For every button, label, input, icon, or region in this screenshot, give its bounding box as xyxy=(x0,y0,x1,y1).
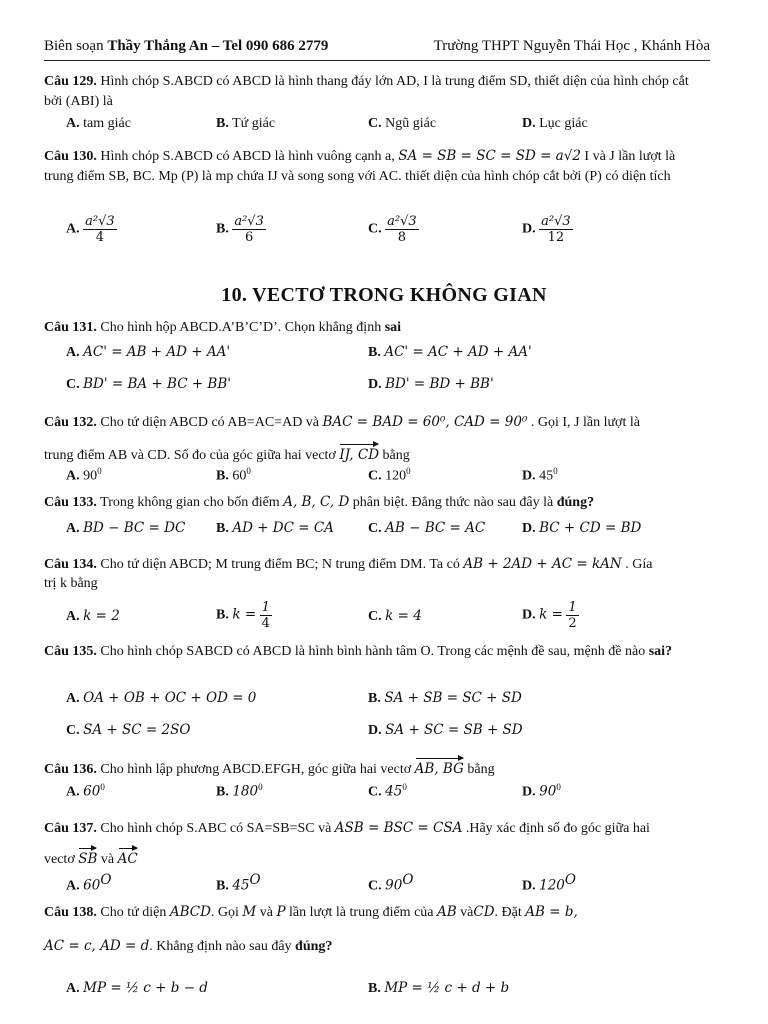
option-a: A. $60^0$ xyxy=(66,782,105,800)
question-138-line2: AC = c, AD = d. Khẳng định nào sau đây đúng? xyxy=(44,938,333,954)
option-d: D. $120^O$ xyxy=(522,872,576,894)
options-134 xyxy=(44,600,768,640)
question-number: Câu 134. xyxy=(44,557,97,572)
math-expression: BAC = BAD = 60⁰, CAD = 90⁰ xyxy=(322,414,528,430)
option-d: D. SA + SC = SB + SD xyxy=(368,722,523,738)
option-a: A. k = 2 xyxy=(66,608,120,624)
option-a: A. BD − BC = DC xyxy=(66,520,186,536)
header-author-name: Thầy Thắng An – Tel xyxy=(107,38,243,54)
question-number: Câu 129. xyxy=(44,74,97,89)
option-d: D. $90^0$ xyxy=(522,782,561,800)
page-header xyxy=(44,38,710,60)
question-number: Câu 135. xyxy=(44,644,97,659)
question-135: Câu 135. Cho hình chóp SABCD có ABCD là hình bình hành tâm O. Trong các mệnh đề sau, mệnh đề nào sai? xyxy=(44,644,673,659)
question-emphasis: đúng? xyxy=(295,939,333,954)
option-c: C. $90^O$ xyxy=(368,872,414,894)
question-text: Cho hình hộp ABCD.A’B’C’D’. Chọn khẳng định xyxy=(100,320,382,335)
math-expression: ASB = BSC = CSA xyxy=(334,820,463,836)
question-text: Cho tứ diện ABCD có AB=AC=AD và xyxy=(100,415,320,430)
question-131 xyxy=(44,318,708,338)
question-text: Hình chóp S.ABCD có ABCD là hình thang đáy lớn AD, I là trung điểm SD, thiết diện của hình chóp cắt bởi (ABI) là xyxy=(44,74,689,109)
option-c: C. BD' = BA + BC + BB' xyxy=(66,376,231,392)
option-b: B. AC' = AC + AD + AA' xyxy=(368,344,532,360)
option-b: B. $180^0$ xyxy=(216,782,263,800)
question-text-cont: I và J lần lượt là trung điểm SB, BC. Mp (P) là mp chứa IJ và song song với AC. thiết diện của hình chóp cắt bởi (P) có diện tích xyxy=(44,149,676,184)
question-132-line2: trung điểm AB và CD. Số đo của góc giữa hai vectơ IJ, CD bằng xyxy=(44,442,708,466)
header-divider xyxy=(44,60,710,61)
vector: AC xyxy=(118,846,138,869)
math-expression: AB + 2AD + AC = kAN xyxy=(463,556,622,572)
option-b: B. AD + DC = CA xyxy=(216,520,334,536)
question-number: Câu 137. xyxy=(44,821,97,836)
question-number: Câu 138. xyxy=(44,905,97,920)
question-137: Câu 137. Cho hình chóp S.ABC có SA=SB=SC và ASB = BSC = CSA .Hãy xác định số đo góc giữa hai xyxy=(44,820,650,836)
math-definition: AB = b, xyxy=(525,904,578,920)
options-135-ab xyxy=(44,690,768,712)
options-137 xyxy=(44,872,768,894)
options-132 xyxy=(44,466,768,488)
option-d: D. $45^0$ xyxy=(522,466,558,484)
option-c: C. SA + SC = 2SO xyxy=(66,722,191,738)
option-a: A. MP = ½ c + b − d xyxy=(66,980,208,996)
vector-pair: AB, BG xyxy=(415,756,464,779)
header-phone: 090 686 2779 xyxy=(245,38,329,54)
question-text: Hình chóp S.ABCD có ABCD là hình vuông cạnh a, xyxy=(100,149,395,164)
options-130 xyxy=(44,214,768,258)
option-b: B. MP = ½ c + d + b xyxy=(368,980,510,996)
header-author xyxy=(44,38,328,60)
question-emphasis: sai xyxy=(384,320,402,335)
question-130 xyxy=(44,146,708,187)
options-129 xyxy=(44,116,768,138)
option-a: A. OA + OB + OC + OD = 0 xyxy=(66,690,257,706)
option-b: B. Tứ giác xyxy=(216,116,276,131)
math-expression: SA = SB = SC = SD = a√2 xyxy=(398,148,581,164)
options-131-cd xyxy=(44,376,768,398)
vector: SB xyxy=(78,846,97,869)
question-number: Câu 136. xyxy=(44,762,97,777)
question-138: Câu 138. Cho tứ diện ABCD. Gọi M và P lần lượt là trung điểm của AB vàCD. Đặt AB = b, xyxy=(44,904,578,920)
option-c: C. k = 4 xyxy=(368,608,422,624)
header-prefix: Biên soạn xyxy=(44,38,104,54)
option-c: C. $45^0$ xyxy=(368,782,407,800)
question-133: Câu 133. Trong không gian cho bốn điểm A, B, C, D phân biệt. Đẳng thức nào sau đây là đúng? xyxy=(44,494,595,510)
question-136: Câu 136. Cho hình lập phương ABCD.EFGH, góc giữa hai vectơ AB, BG bằng xyxy=(44,756,708,780)
math-definition: AC = c, AD = d xyxy=(44,938,150,954)
option-b: B. $\frac{\text{a²√3}}{6}$ xyxy=(216,214,264,245)
option-b: B. $45^O$ xyxy=(216,872,261,894)
options-135-cd xyxy=(44,722,768,744)
question-emphasis: sai? xyxy=(648,644,673,659)
option-c: C. Ngũ giác xyxy=(368,116,437,131)
option-a: A. $90^0$ xyxy=(66,466,102,484)
option-b: B. k = $\frac{1}{4}$ xyxy=(216,600,270,631)
question-129 xyxy=(44,72,708,112)
option-c: C. $120^0$ xyxy=(368,466,411,484)
question-132 xyxy=(44,412,708,433)
question-137-line2: vectơ SB và AC xyxy=(44,846,708,870)
question-number: Câu 130. xyxy=(44,149,97,164)
vector-pair: IJ, CD xyxy=(339,442,379,465)
option-d: D. BD' = BD + BB' xyxy=(368,376,494,392)
option-d: D. $\frac{\text{a²√3}}{12}$ xyxy=(522,214,571,245)
option-d: D. Lục giác xyxy=(522,116,588,131)
question-number: Câu 131. xyxy=(44,320,97,335)
question-134: Câu 134. Cho tứ diện ABCD; M trung điểm BC; N trung điểm DM. Ta có AB + 2AD + AC = kAN . Gía xyxy=(44,556,653,572)
question-134-line2: trị k bằng xyxy=(44,576,98,591)
options-131-ab xyxy=(44,344,768,366)
options-138 xyxy=(44,980,768,1002)
question-number: Câu 132. xyxy=(44,415,97,430)
option-c: C. AB − BC = AC xyxy=(368,520,486,536)
section-title: 10. VECTƠ TRONG KHÔNG GIAN xyxy=(221,284,547,306)
option-c: C. $\frac{\text{a²√3}}{8}$ xyxy=(368,214,417,245)
option-d: D. k = $\frac{1}{2}$ xyxy=(522,600,577,631)
header-school: Trường THPT Nguyễn Thái Học , Khánh Hòa xyxy=(433,38,710,54)
option-b: B. SA + SB = SC + SD xyxy=(368,690,522,706)
option-a: A. AC' = AB + AD + AA' xyxy=(66,344,231,360)
option-b: B. $60^0$ xyxy=(216,466,251,484)
option-a: A. $60^O$ xyxy=(66,872,112,894)
question-number: Câu 133. xyxy=(44,495,97,510)
question-emphasis: đúng? xyxy=(556,495,595,510)
options-136 xyxy=(44,782,768,804)
question-text-cont: . Gọi I, J lần lượt là xyxy=(530,415,640,430)
options-133 xyxy=(44,520,768,542)
option-a: A. tam giác xyxy=(66,116,131,131)
option-d: D. BC + CD = BD xyxy=(522,520,642,536)
option-a: A. $\frac{\text{a²√3}}{4}$ xyxy=(66,214,115,245)
